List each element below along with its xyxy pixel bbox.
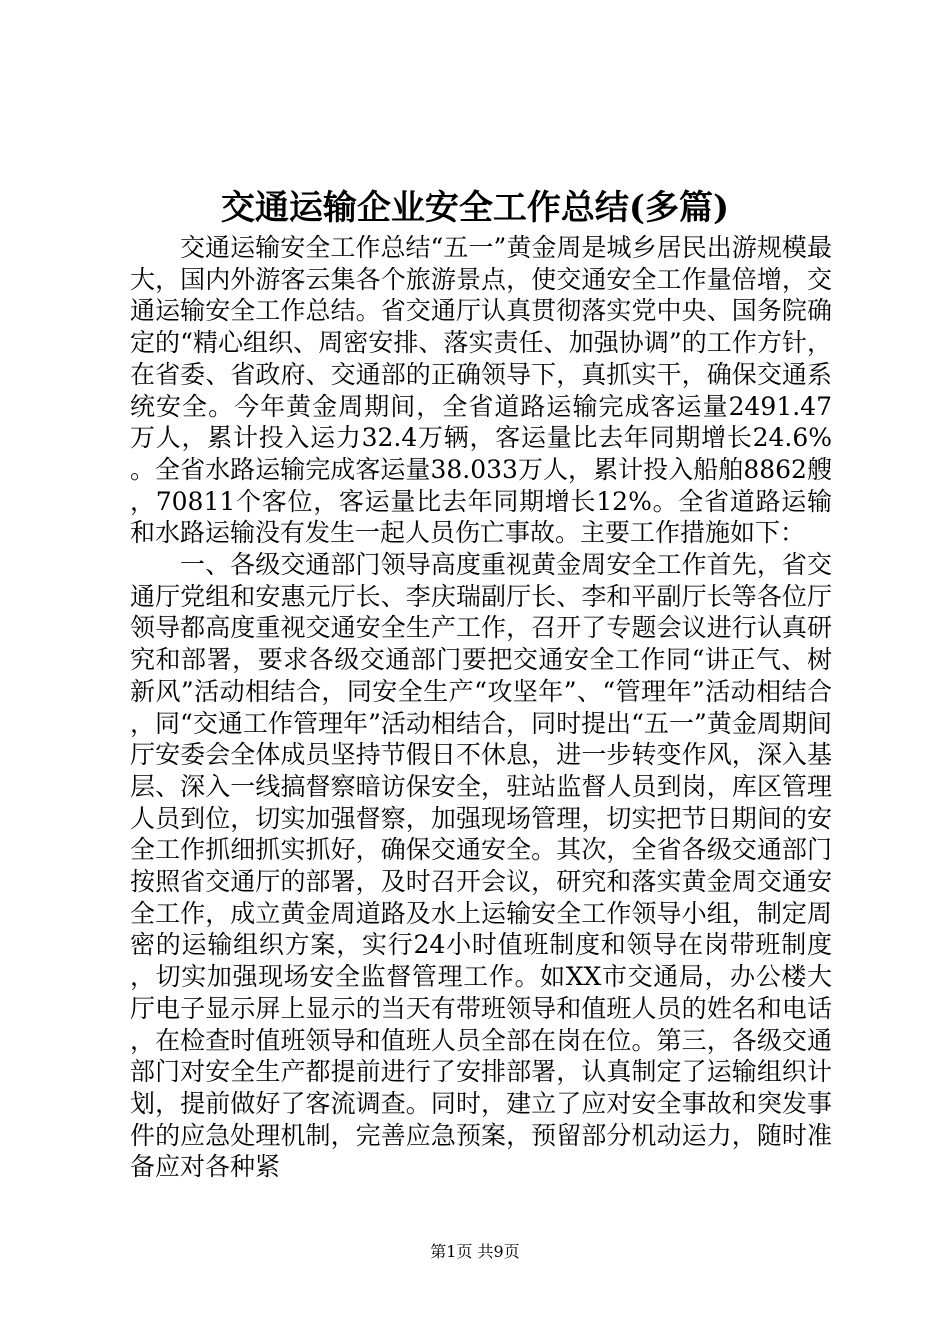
paragraph-intro: 交通运输安全工作总结“五一”黄金周是城乡居民出游规模最大，国内外游客云集各个旅游景点，使交通安全工作量倍增，交通运输安全工作总结。省交通厅认真贯彻落实党中央、国务院确定的“精心组织、周密安排、落实责任、加强协调”的工作方针，在省委、省政府、交通部的正确领导下，真抓实干，确保交通系统安全。今年黄金周期间，全省道路运输完成客运量2491.47万人，累计投入运力32.4万辆，客运量比去年同期增长24.6%。全省水路运输完成客运量38.033万人，累计投入船舶8862艘，70811个客位，客运量比去年同期增长12%。全省道路运输和水路运输没有发生一起人员伤亡事故。主要工作措施如下： [130, 233, 832, 548]
page-number-footer: 第1页 共9页 [430, 1242, 520, 1261]
paragraph-measures: 一、各级交通部门领导高度重视黄金周安全工作首先，省交通厅党组和安惠元厅长、李庆瑞副厅长、李和平副厅长等各位厅领导都高度重视交通安全生产工作，召开了专题会议进行认真研究和部署，要求各级交通部门要把交通安全工作同“讲正气、树新风”活动相结合，同安全生产“攻坚年”、“管理年”活动相结合，同“交通工作管理年”活动相结合，同时提出“五一”黄金周期间厅安委会全体成员坚持节假日不休息，进一步转变作风，深入基层、深入一线搞督察暗访保安全，驻站监督人员到岗，库区管理人员到位，切实加强督察，加强现场管理，切实把节日期间的安全工作抓细抓实抓好，确保交通安全。其次，全省各级交通部门按照省交通厅的部署，及时召开会议，研究和落实黄金周交通安全工作，成立黄金周道路及水上运输安全工作领导小组，制定周密的运输组织方案，实行24小时值班制度和领导在岗带班制度，切实加强现场安全监督管理工作。如XX市交通局，办公楼大厅电子显示屏上显示的当天有带班领导和值班人员的姓名和电话，在检查时值班领导和值班人员全部在岗在位。第三，各级交通部门对安全生产都提前进行了安排部署，认真制定了运输组织计划，提前做好了客流调查。同时，建立了应对安全事故和突发事件的应急处理机制，完善应急预案，预留部分机动运力，随时准备应对各种紧 [130, 550, 832, 1182]
document-body [130, 232, 832, 1183]
document-title: 交通运输企业安全工作总结(多篇) [220, 188, 730, 228]
